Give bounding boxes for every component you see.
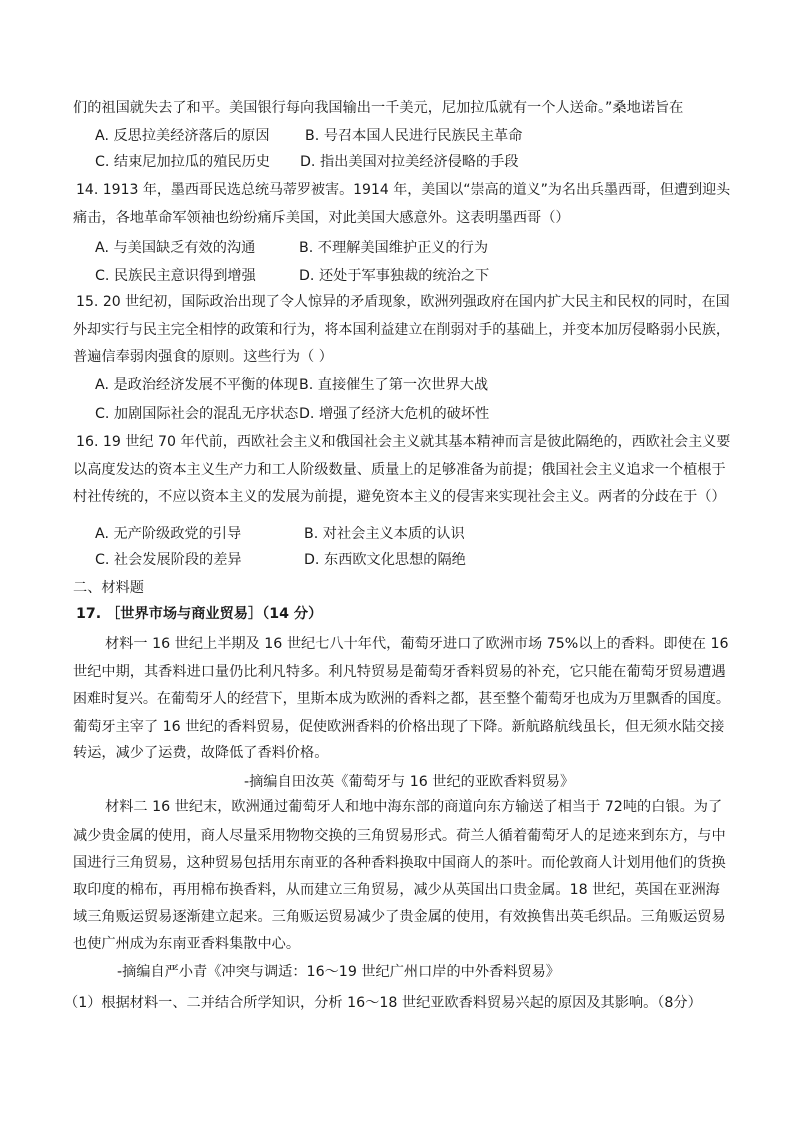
q16-stem-line2: 以高度发达的资本主义生产力和工人阶级数量、质量上的足够准备为前提；俄国社会主义追求一个植根于 — [73, 462, 726, 478]
q13-option-d: D. 指出美国对拉美经济侵略的手段 — [300, 154, 519, 170]
q17-material2-line6: 也使广州成为东南亚香料集散中心。 — [73, 936, 301, 952]
q15-option-c: C. 加剧国际社会的混乱无序状态 — [95, 406, 299, 422]
q15-stem-line1: 15. 20 世纪初，国际政治出现了令人惊异的矛盾现象，欧洲列强政府在国内扩大民主和民权的同时，在国 — [76, 294, 730, 310]
q14-stem-line1: 14. 1913 年，墨西哥民选总统马蒂罗被害。1914 年，美国以“崇高的道义”为名出兵墨西哥，但遭到迎头 — [76, 182, 731, 198]
q13-option-a: A. 反思拉美经济落后的原因 — [95, 128, 270, 144]
q17-material2-line2: 减少贵金属的使用，商人尽量采用物物交换的三角贸易形式。荷兰人循着葡萄牙人的足迹来到东方，与中 — [73, 828, 726, 844]
q15-option-b: B. 直接催生了第一次世界大战 — [299, 377, 489, 393]
q17-material2-line4: 取印度的棉布，再用棉布换香料，从而建立三角贸易，减少从英国出口贵金属。18 世纪，英国在亚洲海 — [73, 882, 720, 898]
q14-option-a: A. 与美国缺乏有效的沟通 — [95, 240, 256, 256]
q17-material1-line5: 转运，减少了运费，故降低了香料价格。 — [73, 745, 329, 761]
q17-material1-line1: 材料一 16 世纪上半期及 16 世纪七八十年代，葡萄牙进口了欧洲市场 75%以上的香料。即使在 16 — [105, 636, 729, 652]
q13-stem-tail: 们的祖国就失去了和平。美国银行每向我国输出一千美元，尼加拉瓜就有一个人送命。”桑地诺旨在 — [73, 100, 684, 116]
q16-stem-line1: 16. 19 世纪 70 年代前，西欧社会主义和俄国社会主义就其基本精神而言是彼此隔绝的，西欧社会主义要 — [76, 434, 731, 450]
q15-stem-line3: 普遍信奉弱肉强食的原则。这些行为（ ） — [73, 349, 333, 365]
section-title: 二、材料题 — [73, 580, 144, 596]
q17-material1-source: -摘编自田汝英《葡萄牙与 16 世纪的亚欧香料贸易》 — [244, 774, 575, 790]
q13-option-c: C. 结束尼加拉瓜的殖民历史 — [95, 154, 270, 170]
q16-option-a: A. 无产阶级政党的引导 — [95, 526, 242, 542]
q14-stem-line2: 痛击，各地革命军领袖也纷纷痛斥美国，对此美国大感意外。这表明墨西哥（） — [73, 210, 570, 226]
q16-option-d: D. 东西欧文化思想的隔绝 — [304, 552, 466, 568]
q14-option-b: B. 不理解美国维护正义的行为 — [299, 240, 489, 256]
q17-material1-line3: 困难时复兴。在葡萄牙人的经营下，里斯本成为欧洲的香料之都，甚至整个葡萄牙也成为万里飘香的国度。 — [73, 691, 730, 707]
q14-option-c: C. 民族民主意识得到增强 — [95, 268, 256, 284]
q14-option-d: D. 还处于军事独裁的统治之下 — [299, 268, 490, 284]
q16-option-c: C. 社会发展阶段的差异 — [95, 552, 242, 568]
q17-material2-line3: 国进行三角贸易，这种贸易包括用东南亚的各种香料换取中国商人的茶叶。而伦敦商人计划用他们的货换 — [73, 855, 726, 871]
q17-material2-line1: 材料二 16 世纪末，欧洲通过葡萄牙人和地中海东部的商道向东方输送了相当于 72吨的白银。为了 — [105, 799, 723, 815]
q17-material1-line4: 葡萄牙主宰了 16 世纪的香料贸易，促使欧洲香料的价格出现了下降。新航路航线虽长，但无须水陆交接 — [73, 719, 725, 735]
q15-option-d: D. 增强了经济大危机的破坏性 — [299, 406, 490, 422]
q15-option-a: A. 是政治经济发展不平衡的体现 — [95, 377, 298, 393]
q17-sub-question-1: （1）根据材料一、二并结合所学知识，分析 16～18 世纪亚欧香料贸易兴起的原因及其影响。（8分） — [64, 995, 702, 1011]
q17-material2-source: -摘编自严小青《冲突与调适：16～19 世纪广州口岸的中外香料贸易》 — [117, 964, 560, 980]
q17-title: 17. ［世界市场与商业贸易］（14 分） — [76, 606, 323, 622]
q17-material1-line2: 世纪中期，其香料进口量仍比利凡特多。利凡特贸易是葡萄牙香料贸易的补充，它只能在葡萄牙贸易遭遇 — [73, 664, 726, 680]
q15-stem-line2: 外却实行与民主完全相悖的政策和行为，将本国利益建立在削弱对手的基础上，并变本加厉侵略弱小民族， — [73, 322, 730, 338]
q13-option-b: B. 号召本国人民进行民族民主革命 — [305, 128, 523, 144]
q16-stem-line3: 村社传统的，不应以资本主义的发展为前提，避免资本主义的侵害来实现社会主义。两者的分歧在于（） — [73, 489, 726, 505]
q16-option-b: B. 对社会主义本质的认识 — [304, 526, 465, 542]
q17-material2-line5: 域三角贩运贸易逐渐建立起来。三角贩运贸易减少了贵金属的使用，有效换售出英毛织品。三角贩运贸易 — [73, 909, 726, 925]
